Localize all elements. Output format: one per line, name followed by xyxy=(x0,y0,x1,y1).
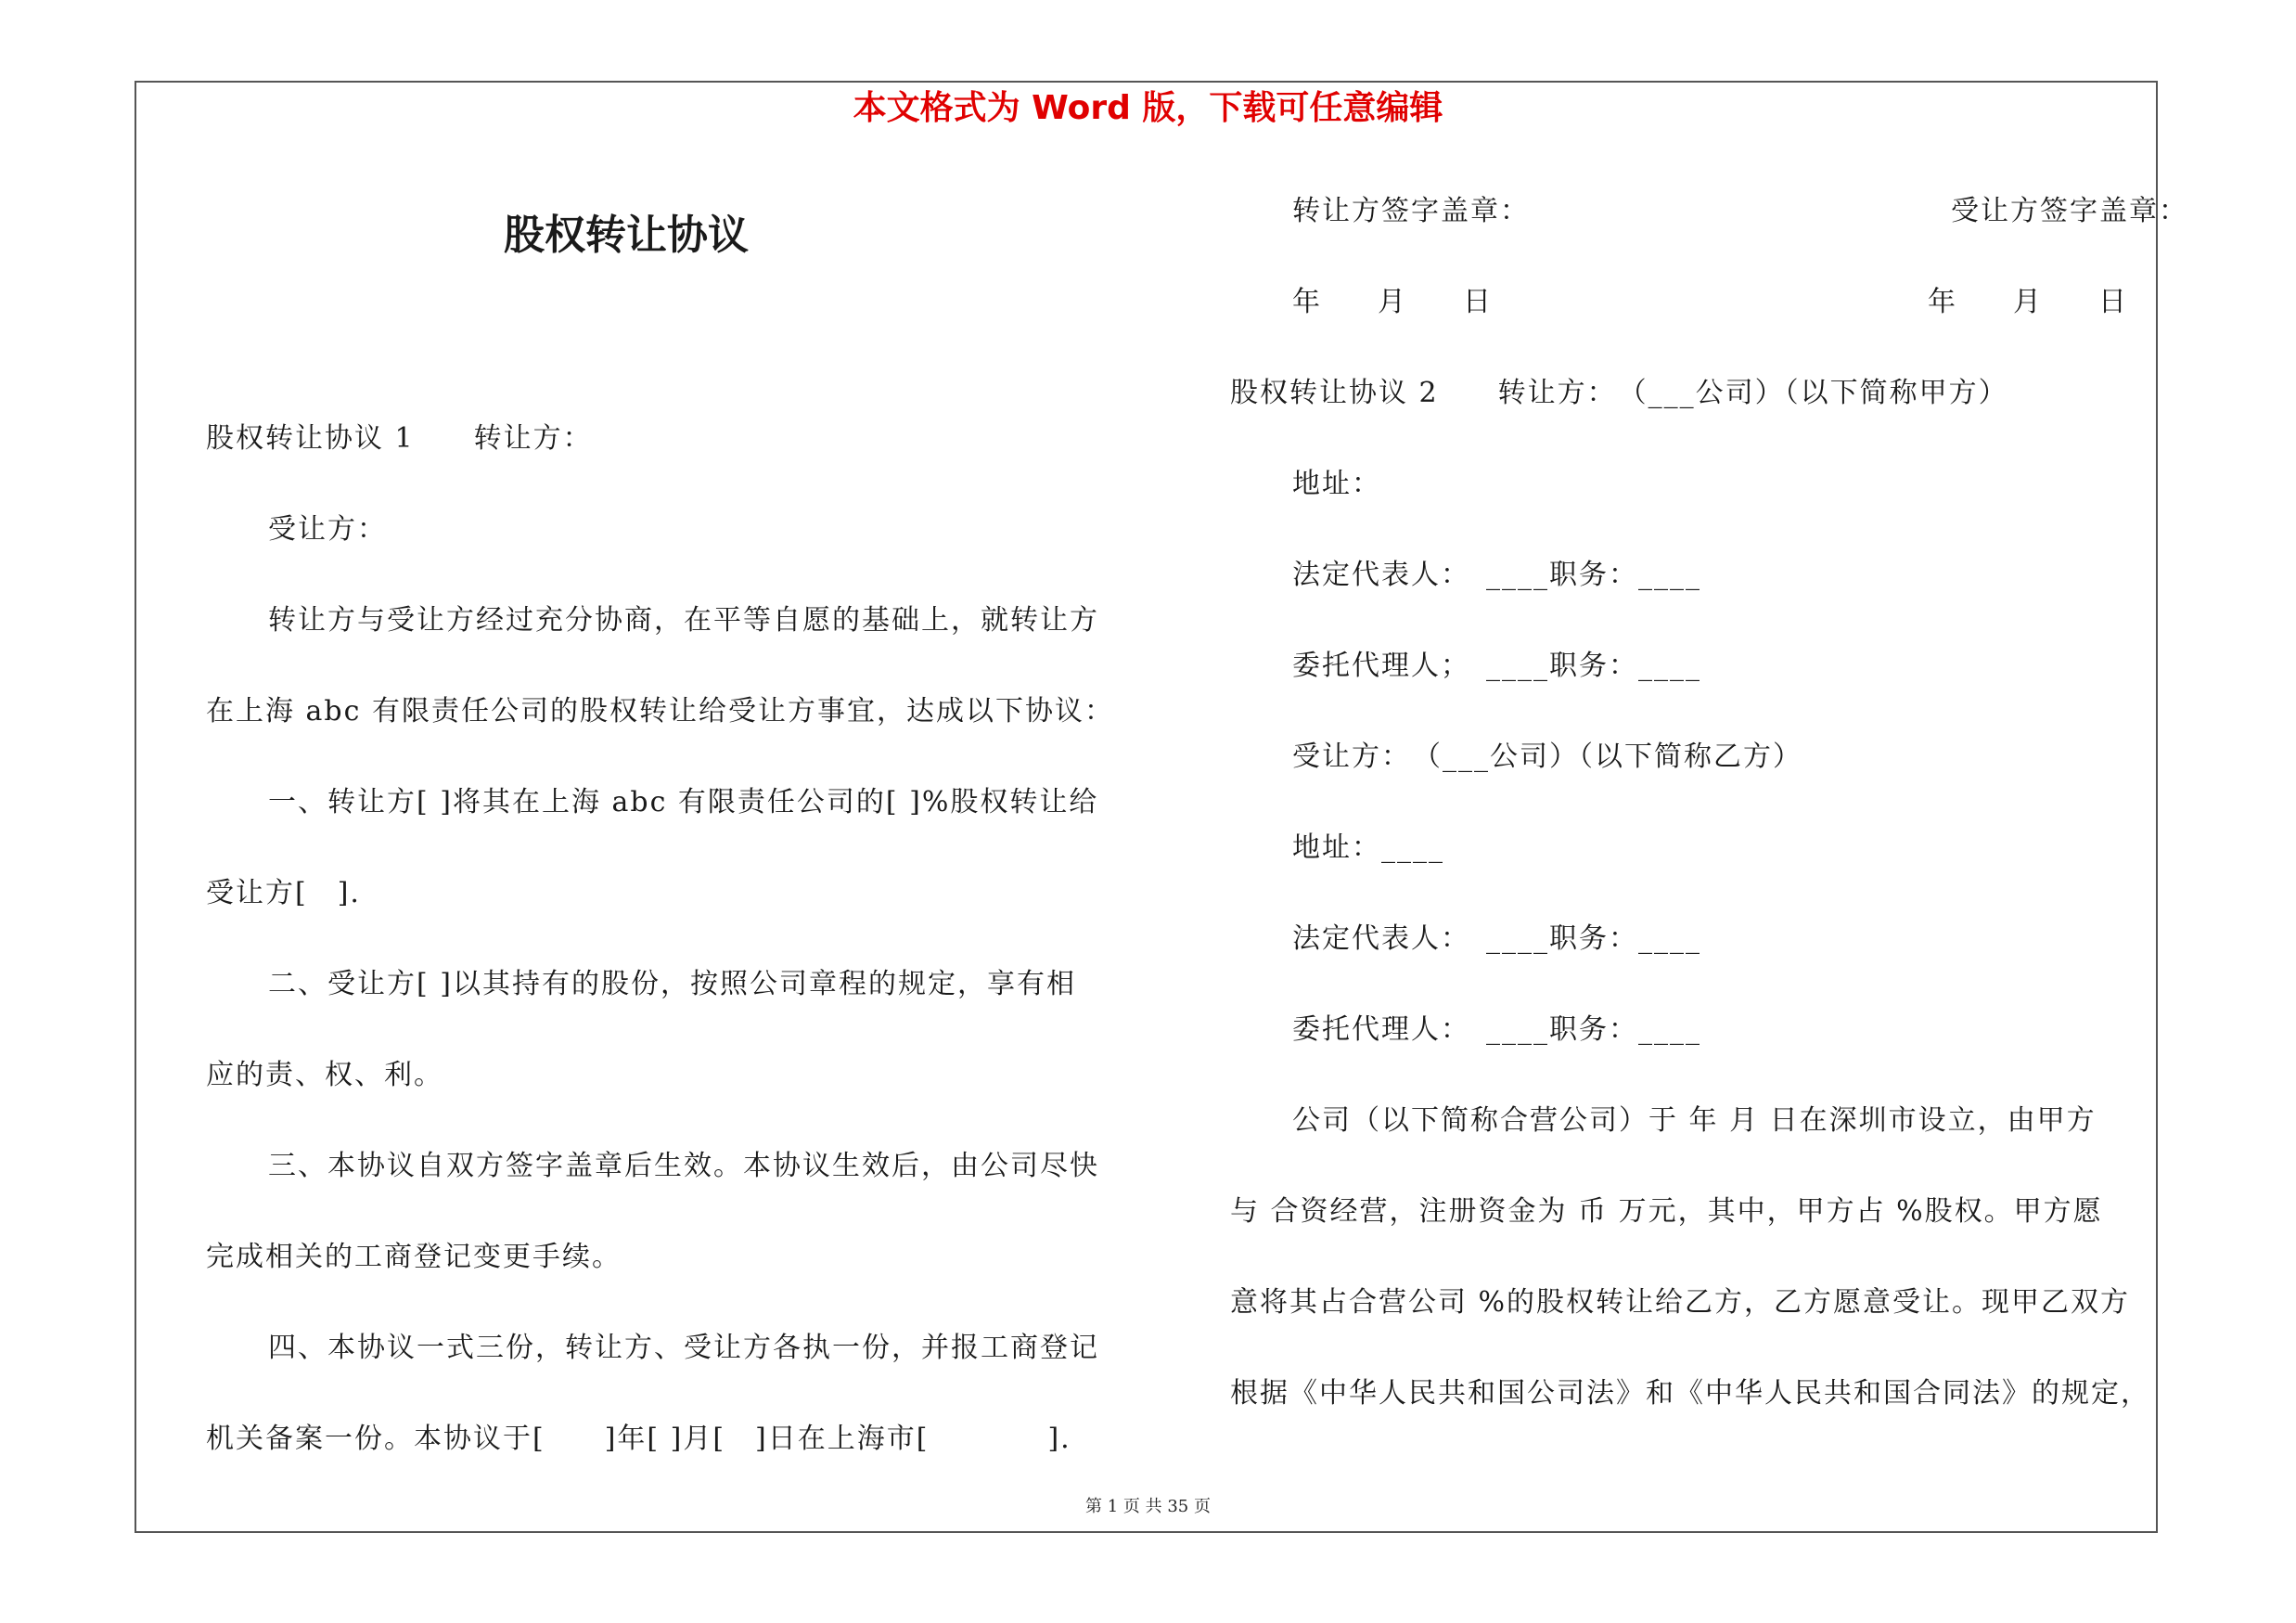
transferor-date-label: 年 月 日 xyxy=(1292,286,1506,318)
right-line-1: 股权转让协议 2 转让方： （___公司）（以下简称甲方） xyxy=(1230,377,2008,409)
document-title: 股权转让协议 xyxy=(504,212,749,259)
right-line-9: 公司（以下简称合营公司）于 年 月 日在深圳市设立，由甲方 xyxy=(1292,1104,2097,1137)
left-line-8: 应的责、权、利。 xyxy=(206,1059,443,1091)
transferee-date-label: 年 月 日 xyxy=(1928,286,2141,318)
left-line-4: 在上海 abc 有限责任公司的股权转让给受让方事宜，达成以下协议： xyxy=(206,695,1114,728)
left-line-11: 四、本协议一式三份，转让方、受让方各执一份，并报工商登记 xyxy=(268,1332,1099,1364)
right-line-7: 法定代表人： ____职务：____ xyxy=(1292,922,1701,955)
left-line-10: 完成相关的工商登记变更手续。 xyxy=(206,1241,622,1273)
left-line-6: 受让方[ ]. xyxy=(206,877,361,909)
format-banner: 本文格式为 Word 版，下载可任意编辑 xyxy=(853,89,1443,127)
left-line-9: 三、本协议自双方签字盖章后生效。本协议生效后，由公司尽快 xyxy=(268,1150,1099,1182)
left-line-3: 转让方与受让方经过充分协商，在平等自愿的基础上，就转让方 xyxy=(268,604,1099,637)
left-line-5: 一、转让方[ ]将其在上海 abc 有限责任公司的[ ]%股权转让给 xyxy=(268,786,1099,818)
right-line-6: 地址：____ xyxy=(1292,831,1444,864)
left-line-1: 股权转让协议 1 转让方： xyxy=(206,422,593,455)
right-line-5: 受让方： （___公司）（以下简称乙方） xyxy=(1292,741,1802,773)
right-line-3: 法定代表人： ____职务：____ xyxy=(1292,559,1701,591)
left-line-7: 二、受让方[ ]以其持有的股份，按照公司章程的规定，享有相 xyxy=(268,968,1076,1000)
page-number: 第 1 页 共 35 页 xyxy=(1085,1497,1211,1516)
left-line-12: 机关备案一份。本协议于[ ]年[ ]月[ ]日在上海市[ ]. xyxy=(206,1423,1071,1455)
transferor-signature-label: 转让方签字盖章： xyxy=(1292,195,1530,227)
right-line-8: 委托代理人： ____职务：____ xyxy=(1292,1013,1701,1046)
right-line-2: 地址： xyxy=(1292,468,1381,500)
transferee-signature-label: 受让方签字盖章： xyxy=(1951,195,2188,227)
right-line-10: 与 合资经营，注册资金为 币 万元，其中，甲方占 %股权。甲方愿 xyxy=(1230,1195,2103,1228)
right-line-11: 意将其占合营公司 %的股权转让给乙方，乙方愿意受让。现甲乙双方 xyxy=(1230,1286,2131,1319)
right-line-4: 委托代理人； ____职务：____ xyxy=(1292,650,1701,682)
right-line-12: 根据《中华人民共和国公司法》和《中华人民共和国合同法》的规定， xyxy=(1230,1377,2150,1410)
left-line-2: 受让方： xyxy=(268,513,387,546)
